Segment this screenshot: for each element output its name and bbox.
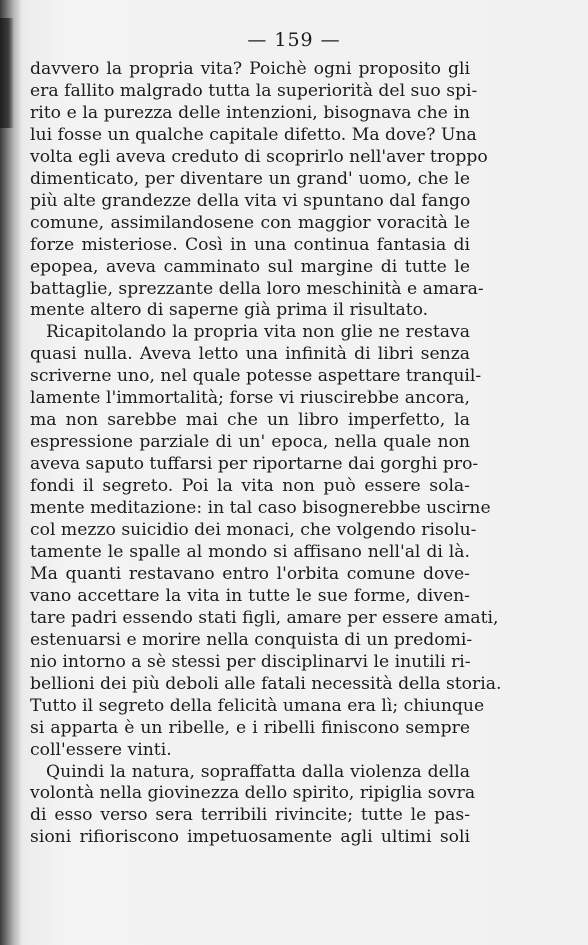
text-line: rito e la purezza delle intenzioni, bisognava che in <box>30 102 470 123</box>
text-line: forze misteriose. Così in una continua fantasia di <box>30 234 470 255</box>
text-line: sioni rifioriscono impetuosamente agli ultimi soli <box>30 827 470 848</box>
text-line: davvero la propria vita? Poichè ogni proposito gli <box>30 59 470 79</box>
text-line: estenuarsi e morire nella conquista di un predomi- <box>30 629 473 650</box>
text-line: fondi il segreto. Poi la vita non può essere sola- <box>30 476 470 497</box>
text-line: comune, assimilandosene con maggior voracità le <box>30 212 470 233</box>
text-line: era fallito malgrado tutta la superiorità del suo spi- <box>30 80 478 101</box>
text-line: più alte grandezze della vita vi spuntano dal fango <box>30 190 471 211</box>
text-line: tare padri essendo stati figli, amare per essere amati, <box>30 607 499 628</box>
text-line: lui fosse un qualche capitale difetto. Ma dove? Una <box>30 124 477 145</box>
paragraph-end-line: coll'essere vinti. <box>30 739 172 760</box>
text-line: tamente le spalle al mondo si affisano nell'al di là. <box>30 541 470 562</box>
text-line: mente meditazione: in tal caso bisognerebbe uscirne <box>30 498 491 519</box>
text-line: ma non sarebbe mai che un libro imperfetto, la <box>30 410 470 431</box>
text-line: dimenticato, per diventare un grand' uomo, che le <box>30 168 470 189</box>
text-line: epopea, aveva camminato sul margine di tutte le <box>30 256 470 277</box>
text-line: battaglie, sprezzante della loro meschinità e amara- <box>30 278 484 299</box>
text-line: lamente l'immortalità; forse vi riuscirebbe ancora, <box>30 388 470 409</box>
text-line: nio intorno a sè stessi per disciplinarvi le inutili ri- <box>30 651 471 672</box>
text-line: si apparta è un ribelle, e i ribelli finiscono sempre <box>30 717 470 738</box>
text-line: volta egli aveva creduto di scoprirlo nell'aver troppo <box>30 146 488 167</box>
page-number: — 159 — <box>247 29 341 51</box>
text-line: espressione parziale di un' epoca, nella quale non <box>30 432 470 453</box>
text-line: col mezzo suicidio dei monaci, che volgendo risolu- <box>30 520 477 541</box>
text-line: di esso verso sera terribili rivincite; tutte le pas- <box>30 805 470 826</box>
text-line: Tutto il segreto della felicità umana era lì; chiunque <box>30 695 485 716</box>
text-line: volontà nella giovinezza dello spirito, ripiglia sovra <box>30 783 476 804</box>
text-line: bellioni dei più deboli alle fatali necessità della storia. <box>30 673 502 694</box>
text-line: aveva saputo tuffarsi per riportarne dai gorghi pro- <box>30 454 479 475</box>
text-line: vano accettare la vita in tutte le sue forme, diven- <box>30 585 470 606</box>
paragraph-start-line: Quindi la natura, sopraffatta dalla violenza della <box>46 761 470 782</box>
body-text <box>30 59 502 849</box>
book-spine-shadow <box>0 0 22 945</box>
paragraph-start-line: Ricapitolando la propria vita non glie ne restava <box>46 322 470 343</box>
text-line: Ma quanti restavano entro l'orbita comune dove- <box>30 563 470 584</box>
text-line: scriverne uno, nel quale potesse aspettare tranquil- <box>30 366 482 387</box>
paragraph-end-line: mente altero di saperne già prima il risultato. <box>30 300 429 321</box>
text-line: quasi nulla. Aveva letto una infinità di libri senza <box>30 344 470 365</box>
